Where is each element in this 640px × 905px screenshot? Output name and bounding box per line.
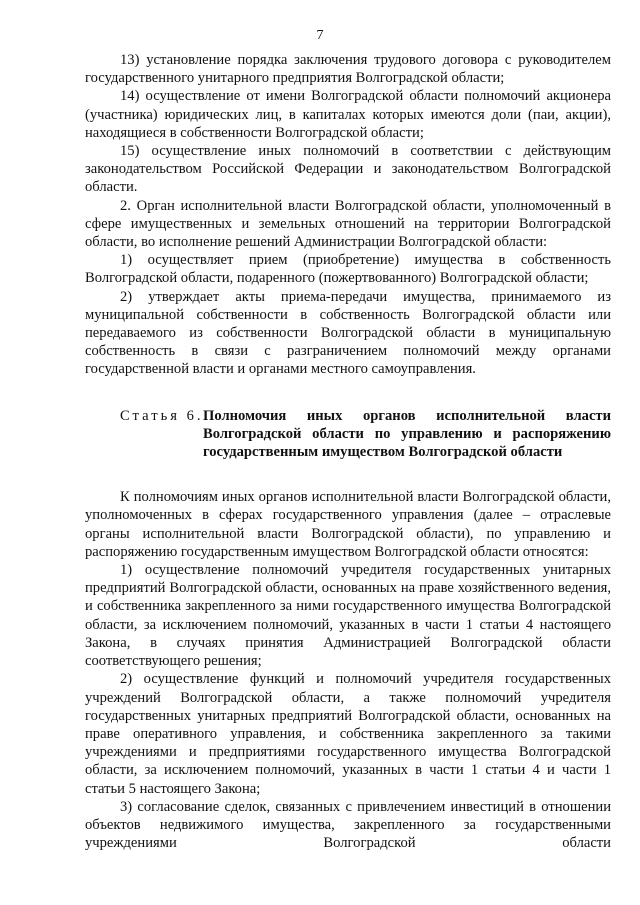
paragraph-part-2: 2. Орган исполнительной власти Волгоградской области, уполномоченный в сфере имущественных и земельных отношений на территории Волгоградской области, во исполнение решений Администрации Волгоградской области: bbox=[85, 197, 611, 251]
paragraph-item-15: 15) осуществление иных полномочий в соответствии с действующим законодательством Российской Федерации и законодательством Волгоградской области. bbox=[85, 143, 611, 196]
page-number: 7 bbox=[316, 28, 324, 43]
article-word: Статья bbox=[120, 407, 180, 424]
paragraph-intro: К полномочиям иных органов исполнительной власти Волгоградской области, уполномоченных в сферах государственного управления (далее – отраслевые органы исполнительной власти Волгоградской области), по управлению и распоряжению государственным имуществом Волгоградской области относятся: bbox=[85, 489, 611, 560]
article-number: 6. bbox=[186, 407, 204, 424]
document-body bbox=[85, 51, 611, 852]
paragraph-item-2: 2) осуществление функций и полномочий учредителя государственных учреждений Волгоградской области, а также полномочий учредителя государственных унитарных предприятий Волгоградской области, основанных на праве оперативного управления, и собственника закрепленного за такими учреждениями и предприятиями государственного имущества Волгоградской области, за исключением полномочий, указанных в части 1 статьи 4 и части 1 статьи 5 настоящего Закона; bbox=[85, 671, 611, 797]
paragraph-part-2-item-2: 2) утверждает акты приема-передачи имущества, принимаемого из муниципальной собственности в собственность Волгоградской области или передаваемого из собственности Волгоградской области в муниципальную собственность в связи с разграничением полномочий между органами государственной власти и органами местного самоуправления. bbox=[85, 288, 611, 378]
paragraph-item-3: 3) согласование сделок, связанных с привлечением инвестиций в отношении объектов недвижимого имущества, закрепленного за государственными учреждениями Волгоградской области bbox=[85, 798, 611, 852]
paragraph-item-14: 14) осуществление от имени Волгоградской области полномочий акционера (участника) юридических лиц, в капиталах которых имеются доли (паи, акции), находящиеся в собственности Волгоградской области; bbox=[85, 88, 611, 141]
article-title: Полномочия иных органов исполнительной власти Волгоградской области по управлению и распоряжению государственным имуществом Волгоградской области bbox=[203, 407, 611, 461]
paragraph-part-2-item-1: 1) осуществляет прием (приобретение) имущества в собственность Волгоградской области, подаренного (пожертвованного) Волгоградской области; bbox=[85, 252, 611, 287]
paragraph-item-13: 13) установление порядка заключения трудового договора с руководителем государственного унитарного предприятия Волгоградской области; bbox=[85, 52, 611, 87]
article-heading bbox=[85, 407, 611, 462]
paragraph-item-1: 1) осуществление полномочий учредителя государственных унитарных предприятий Волгоградской области, основанных на праве хозяйственного ведения, и собственника закрепленного за ними государственного имущества Волгоградской области, за исключением полномочий, указанных в части 1 статьи 4 настоящего Закона, в случаях принятия Администрацией Волгоградской области соответствующего решения; bbox=[85, 562, 611, 670]
article-label bbox=[120, 407, 204, 425]
